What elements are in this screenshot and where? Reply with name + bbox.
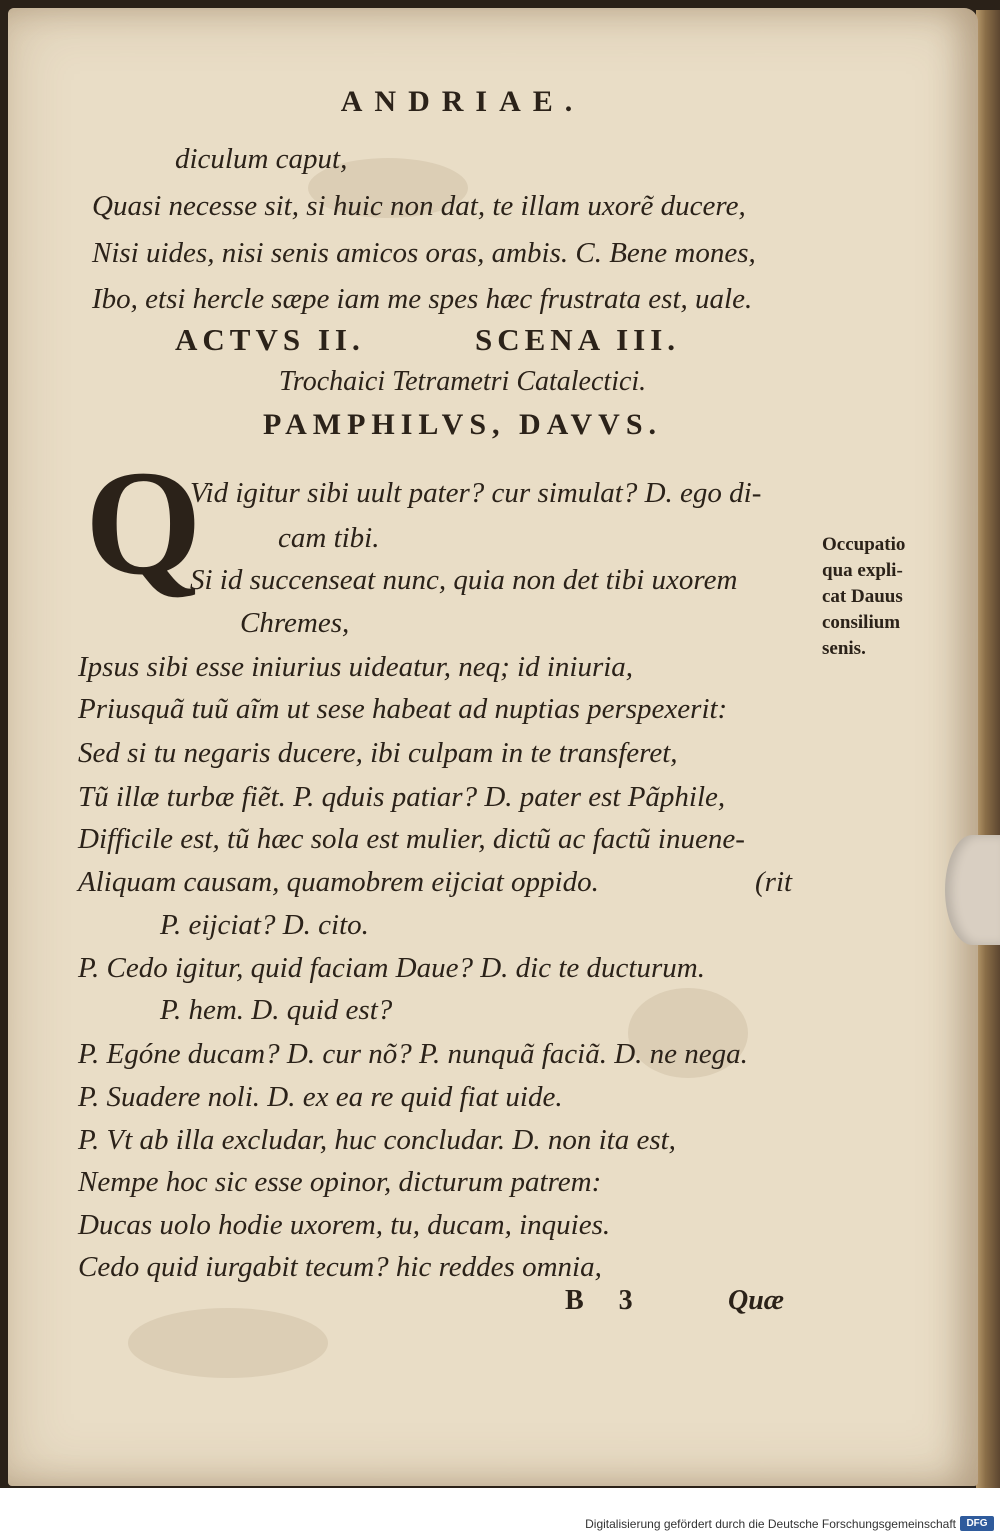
text-line: P. eijciat? D. cito. [160,909,369,941]
drop-capital: Q [85,440,202,606]
meter-heading: Trochaici Tetrametri Catalectici. [278,366,647,397]
text-line: Chremes, [240,607,350,639]
marginal-note-line: Occupatio [822,534,906,555]
text-line: cam tibi. [278,522,380,554]
marginal-note-line: consilium [822,612,901,633]
text-line: Nisi uides, nisi senis amicos oras, ambis. C. Bene mones, [92,237,756,269]
dfg-logo: DFG [960,1516,994,1531]
act-scene-heading [175,322,681,358]
running-header: ANDRIAE. [340,85,585,118]
text-line: Aliquam causam, quamobrem eijciat oppido. [78,866,599,898]
text-line: Si id succenseat nunc, quia non det tibi uxorem [190,564,738,596]
text-line: Difficile est, tũ hæc sola est mulier, dictũ ac factũ inuene- [78,823,745,855]
text-line: Cedo quid iurgabit tecum? hic reddes omnia, [78,1251,602,1283]
scene-label: SCENA III. [475,322,681,357]
text-line: Tũ illæ turbæ fiẽt. P. qduis patiar? D. pater est Pãphile, [78,781,726,813]
digitization-credit: Digitalisierung gefördert durch die Deutsche Forschungsgemeinschaft [585,1517,956,1531]
text-line: Nempe hoc sic esse opinor, dicturum patrem: [78,1166,602,1198]
book-edge [976,10,1000,1488]
signature-mark: B 3 [565,1285,647,1316]
text-line: P. Cedo igitur, quid faciam Daue? D. dic te ducturum. [78,952,705,984]
text-line: Ipsus sibi esse iniurius uideatur, neq; id iniuria, [78,651,634,683]
catchword: Quæ [728,1285,785,1316]
marginal-note-line: cat Dauus [822,586,903,607]
marginal-note-line: qua expli- [822,560,903,581]
text-line-turnover: (rit [755,866,793,898]
text-line: P. Suadere noli. D. ex ea re quid fiat uide. [78,1081,563,1113]
page-tab-marker [945,835,1000,945]
text-line: Quasi necesse sit, si huic non dat, te illam uxorẽ ducere, [92,190,746,222]
text-line: P. Vt ab illa excludar, huc concludar. D. non ita est, [78,1124,676,1156]
text-line: Priusquã tuũ aĩm ut sese habeat ad nuptias perspexerit: [78,693,728,725]
text-line: P. hem. D. quid est? [160,994,393,1026]
text-line: diculum caput, [175,143,348,175]
marginal-note-line: senis. [822,638,866,659]
act-label: ACTVS II. [175,322,365,357]
text-line: Vid igitur sibi uult pater? cur simulat? D. ego di- [190,477,762,509]
speakers-heading: PAMPHILVS, DAVVS. [263,408,662,441]
text-line: Ducas uolo hodie uxorem, tu, ducam, inquies. [78,1209,611,1241]
text-line: Ibo, etsi hercle sæpe iam me spes hæc frustrata est, uale. [92,283,753,315]
text-line: Sed si tu negaris ducere, ibi culpam in te transferet, [78,737,678,769]
text-line: P. Egóne ducam? D. cur nõ? P. nunquã faciã. D. ne nega. [78,1038,748,1070]
marginal-note [822,532,952,662]
